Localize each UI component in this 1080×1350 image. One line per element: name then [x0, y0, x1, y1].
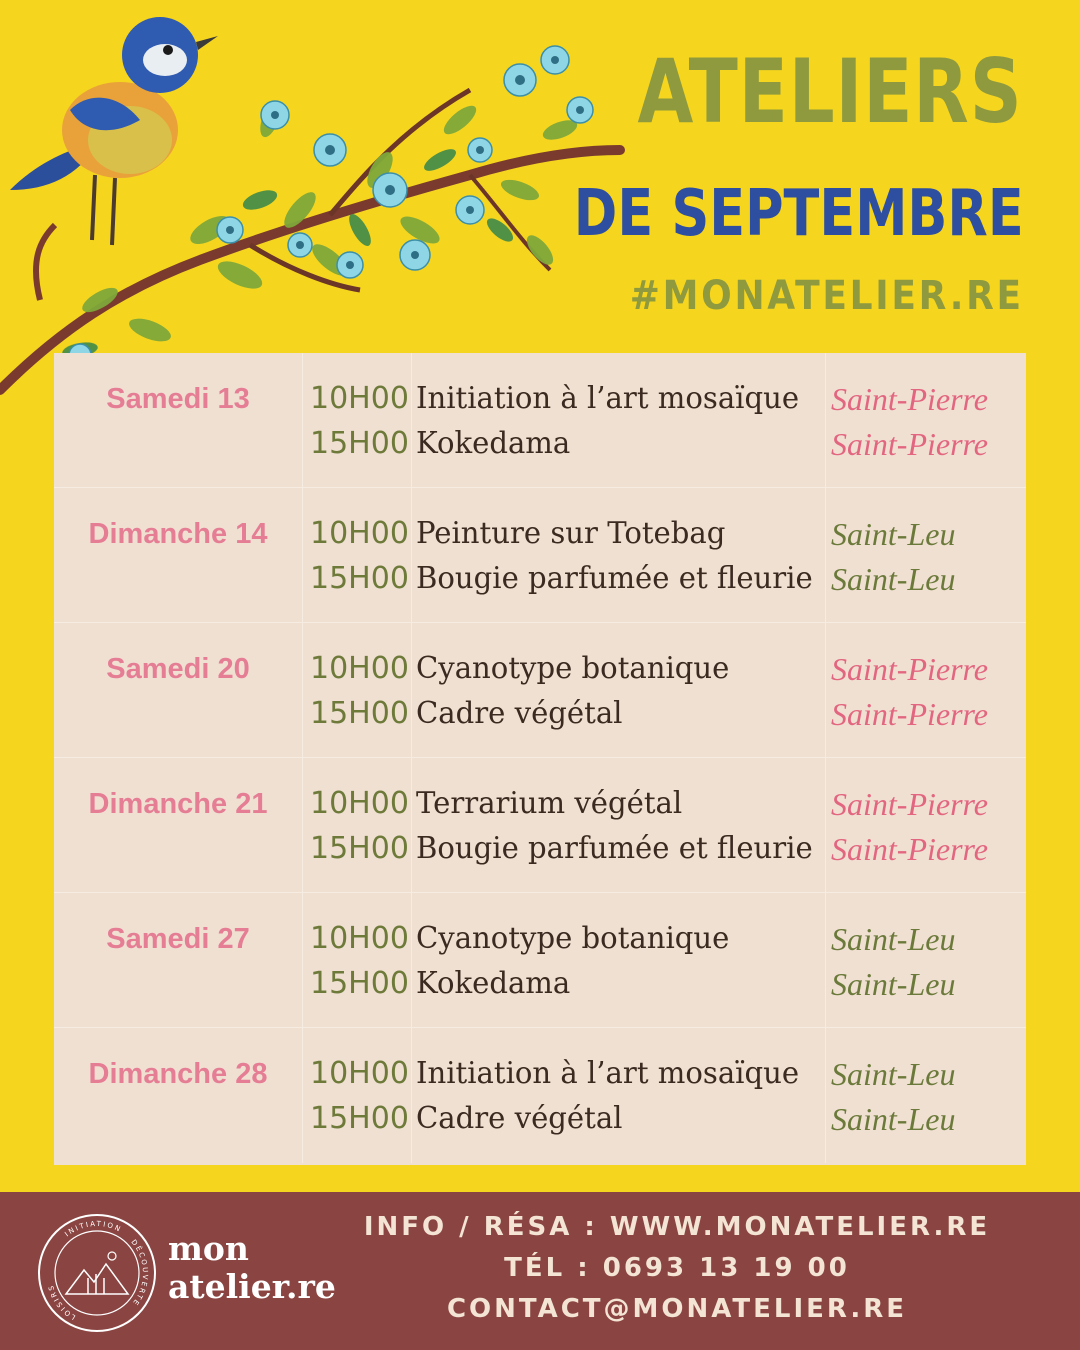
info-email: CONTACT@MONATELIER.RE	[446, 1294, 908, 1324]
day-label: Dimanche 28	[88, 1058, 268, 1090]
session-time: 15H00	[310, 831, 409, 866]
session-row	[54, 696, 1026, 741]
badge-word-loisirs: LOISIRS	[46, 1283, 78, 1322]
session-row	[54, 651, 1026, 696]
session-time: 15H00	[310, 696, 409, 731]
footer	[0, 1192, 1080, 1350]
logo-line-1: mon	[168, 1229, 249, 1268]
session-time: 15H00	[310, 426, 409, 461]
day-label: Dimanche 21	[88, 788, 268, 820]
session-activity: Cyanotype botanique	[416, 651, 730, 686]
badge-word-decouverte: DÉCOUVERTE	[129, 1238, 150, 1308]
session-activity: Initiation à l’art mosaïque	[416, 1056, 800, 1091]
session-time: 10H00	[310, 921, 409, 956]
session-time: 15H00	[310, 1101, 409, 1136]
hashtag: #MONATELIER.RE	[629, 273, 1024, 319]
session-activity: Kokedama	[416, 966, 571, 1001]
session-place: Saint-Leu	[831, 1056, 956, 1092]
day-label: Samedi 20	[106, 653, 250, 685]
day-block	[54, 353, 1026, 488]
bird-on-branch-illustration	[0, 0, 640, 400]
session-activity: Kokedama	[416, 426, 571, 461]
session-row	[54, 516, 1026, 561]
session-place: Saint-Leu	[831, 516, 956, 552]
day-block	[54, 893, 1026, 1028]
day-block	[54, 1028, 1026, 1163]
session-place: Saint-Leu	[831, 561, 956, 597]
session-time: 15H00	[310, 966, 409, 1001]
session-time: 10H00	[310, 381, 409, 416]
session-activity: Initiation à l’art mosaïque	[416, 381, 800, 416]
page-title: ATELIERS	[637, 40, 1022, 143]
session-place: Saint-Pierre	[831, 651, 988, 687]
brand-logo	[168, 1230, 336, 1306]
svg-text:LOISIRS	[47, 1283, 77, 1321]
session-activity: Bougie parfumée et fleurie	[416, 561, 813, 596]
info-phone: TÉL : 0693 13 19 00	[504, 1253, 850, 1283]
session-row	[54, 381, 1026, 426]
session-activity: Cadre végétal	[416, 1101, 623, 1136]
session-activity: Cadre végétal	[416, 696, 623, 731]
session-place: Saint-Pierre	[831, 381, 988, 417]
day-block	[54, 488, 1026, 623]
session-row	[54, 921, 1026, 966]
session-time: 10H00	[310, 786, 409, 821]
session-row	[54, 1101, 1026, 1146]
day-label: Samedi 13	[106, 383, 250, 415]
session-time: 10H00	[310, 651, 409, 686]
session-row	[54, 786, 1026, 831]
day-label: Samedi 27	[106, 923, 250, 955]
session-activity: Peinture sur Totebag	[416, 516, 726, 551]
info-website: INFO / RÉSA : WWW.MONATELIER.RE	[363, 1212, 991, 1242]
session-place: Saint-Pierre	[831, 426, 988, 462]
session-place: Saint-Leu	[831, 1101, 956, 1137]
session-activity: Cyanotype botanique	[416, 921, 730, 956]
logo-badge-icon	[36, 1212, 158, 1334]
badge-word-initiation: INITIATION	[63, 1219, 124, 1239]
svg-text:INITIATION	[63, 1220, 123, 1238]
session-place: Saint-Leu	[831, 966, 956, 1002]
session-time: 15H00	[310, 561, 409, 596]
session-row	[54, 426, 1026, 471]
session-place: Saint-Pierre	[831, 696, 988, 732]
session-row	[54, 1056, 1026, 1101]
logo-line-2: atelier.re	[168, 1267, 336, 1306]
bird	[10, 17, 218, 245]
day-block	[54, 623, 1026, 758]
schedule-table	[54, 353, 1026, 1165]
page-subtitle: DE SEPTEMBRE	[574, 177, 1024, 251]
day-block	[54, 758, 1026, 893]
session-row	[54, 561, 1026, 606]
session-place: Saint-Pierre	[831, 786, 988, 822]
day-label: Dimanche 14	[88, 518, 268, 550]
session-activity: Terrarium végétal	[416, 786, 683, 821]
session-activity: Bougie parfumée et fleurie	[416, 831, 813, 866]
session-time: 10H00	[310, 1056, 409, 1091]
session-row	[54, 966, 1026, 1011]
session-time: 10H00	[310, 516, 409, 551]
session-place: Saint-Leu	[831, 921, 956, 957]
session-row	[54, 831, 1026, 876]
session-place: Saint-Pierre	[831, 831, 988, 867]
